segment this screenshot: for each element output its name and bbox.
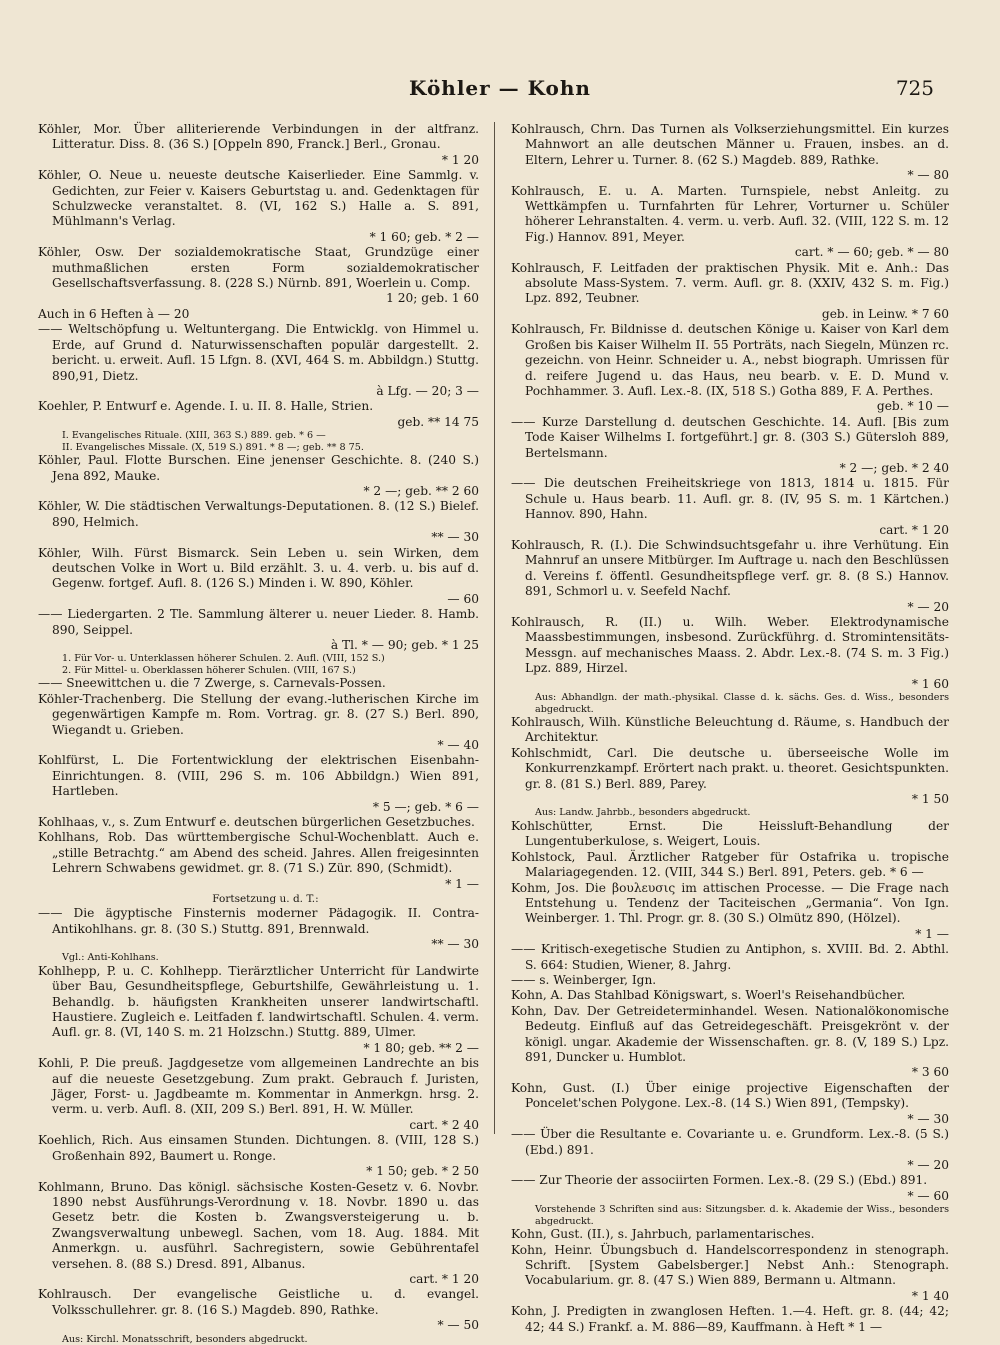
- bibliography-entry: [38, 122, 479, 168]
- entry-price: * 1 80; geb. ** 2 —: [363, 1040, 479, 1055]
- bibliography-entry: [511, 1227, 949, 1242]
- entry-price: ** — 30: [431, 936, 479, 951]
- entry-text: Kohlschütter, Ernst. Die Heissluft-Behandlung der Lungentuberkulose, s. Weigert, Louis.: [511, 818, 949, 849]
- entry-price: à Lfg. — 20; 3 —: [376, 383, 479, 398]
- bibliography-entry: [38, 753, 479, 815]
- entry-text: Köhler, Mor. Über alliterierende Verbindungen in der altfranz. Litteratur. Diss. 8. (36 S.) [Oppeln 890, Franck.] Berl., Gronau.: [38, 122, 479, 152]
- bibliography-entry: [511, 261, 949, 323]
- bibliography-entry: [511, 1004, 949, 1081]
- entry-text: Kohlhaas, v., s. Zum Entwurf e. deutschen bürgerlichen Gesetzbuches.: [38, 815, 475, 830]
- entry-price: * — 80: [907, 168, 949, 183]
- entry-text: —— Über die Resultante e. Covariante u. e. Grundform. Lex.-8. (5 S.) (Ebd.) 891.: [511, 1127, 949, 1157]
- entry-price: * 2 —; geb. * 2 40: [839, 460, 949, 475]
- bibliography-entry: [511, 715, 949, 746]
- bibliography-entry: [38, 676, 479, 691]
- bibliography-entry: [38, 546, 479, 608]
- entry-text: Köhler, Wilh. Fürst Bismarck. Sein Leben u. sein Wirken, dem deutschen Volke in Wort u. Bild erzählt. 3. u. 4. verb. u. bis auf d. Gegenw. fortgef. Aufl. 8. (126 S.) Minden i. W. 890, Köhler.: [38, 545, 479, 591]
- entry-price: * 1 20: [441, 152, 479, 167]
- bibliography-entry: [38, 322, 479, 399]
- entry-note: Aus: Abhandlgn. der math.-physikal. Classe d. k. sächs. Ges. d. Wiss., besonders abgedruckt.: [535, 692, 949, 715]
- entry-text: —— Weltschöpfung u. Weltuntergang. Die Entwicklg. von Himmel u. Erde, auf Grund d. Naturwissenschaften populär dargestellt. 2. bericht. u. erweit. Aufl. 15 Lfgn. 8. (XVI, 464 S. m. Abbildgn.) Stuttg. 890,91, Dietz.: [38, 322, 479, 383]
- entry-price: cart. * 1 20: [409, 1271, 479, 1286]
- entry-text: Kohlrausch, F. Leitfaden der praktischen Physik. Mit e. Anh.: Das absolute Mass-System. 7. verm. Aufl. gr. 8. (XXIV, 432 S. m. Fig.) Lpz. 892, Teubner.: [511, 260, 949, 306]
- page-header: [0, 76, 1000, 106]
- bibliography-entry: [38, 1287, 479, 1345]
- entry-note: I. Evangelisches Rituale. (XIII, 363 S.) 889. geb. * 6 —: [62, 430, 326, 442]
- entry-note: II. Evangelisches Missale. (X, 519 S.) 891. * 8 —; geb. ** 8 75.: [62, 441, 364, 453]
- bibliography-entry: [511, 850, 949, 881]
- entry-price: * 1 —: [915, 926, 949, 941]
- entry-text: Kohlrausch, Wilh. Künstliche Beleuchtung d. Räume, s. Handbuch der Architektur.: [511, 715, 949, 745]
- bibliography-entry: [511, 973, 949, 988]
- bibliography-entry: [38, 453, 479, 499]
- bibliography-entry: [38, 1180, 479, 1288]
- bibliography-entry: [511, 122, 949, 184]
- entry-text: Kohn, Heinr. Übungsbuch d. Handelscorrespondenz in stenograph. Schrift. [System Gabelsberger.] Nebst Anh.: Stenograph. Vocabularium. gr. 8. (47 S.) Wien 889, Bermann u. Altmann.: [511, 1242, 949, 1288]
- entry-text: —— Die ägyptische Finsternis moderner Pädagogik. II. Contra-Antikohlhans. gr. 8. (30 S.) Stuttg. 891, Brennwald.: [38, 906, 479, 936]
- bibliography-entry: [38, 245, 479, 307]
- entry-price: * 1 60; geb. * 2 —: [369, 229, 479, 244]
- entry-text: Kohlrausch. Der evangelische Geistliche u. d. evangel. Volksschullehrer. gr. 8. (16 S.) Magdeb. 890, Rathke.: [38, 1287, 479, 1317]
- entry-text: —— Die deutschen Freiheitskriege von 1813, 1814 u. 1815. Für Schule u. Haus bearb. 11. Aufl. gr. 8. (IV, 95 S. m. 1 Kärtchen.) Hannov. 890, Hahn.: [511, 476, 949, 522]
- bibliography-entry: [511, 988, 949, 1003]
- bibliography-entry: [38, 1056, 479, 1133]
- entry-text: Kohlrausch, E. u. A. Marten. Turnspiele, nebst Anleitg. zu Wettkämpfen u. Turnfahrten für Lehrer, Vorturner u. Schüler höherer Lehranstalten. 4. verm. u. verb. Aufl. 32. (VIII, 122 S. m. 12 Fig.) Hannov. 891, Meyer.: [511, 183, 949, 244]
- entry-text: Köhler, O. Neue u. neueste deutsche Kaiserlieder. Eine Sammlg. v. Gedichten, zur Feier v. Kaisers Geburtstag u. and. Gedenktagen für Schulzwecke veranstaltet. 8. (VI, 162 S.) Halle a. S. 891, Mühlmann's Verlag.: [38, 168, 479, 229]
- entry-text: —— s. Weinberger, Ign.: [511, 973, 657, 988]
- entry-price: * — 30: [907, 1111, 949, 1126]
- bibliography-entry: [511, 538, 949, 615]
- entry-text: —— Sneewittchen u. die 7 Zwerge, s. Carnevals-Possen.: [38, 676, 386, 691]
- entry-price: cart. * 2 40: [409, 1117, 479, 1132]
- entry-price: ** — 30: [431, 530, 479, 545]
- entry-note: Vorstehende 3 Schriften sind aus: Sitzungsber. d. k. Akademie der Wiss., besonders abgedruckt.: [535, 1204, 949, 1227]
- bibliography-entry: [511, 881, 949, 943]
- page-number: 725: [895, 76, 934, 100]
- entry-text: Kohlschmidt, Carl. Die deutsche u. überseeische Wolle im Konkurrenzkampf. Erörtert nach prakt. u. theoret. Gesichtspunkten. gr. 8. (81 S.) Berl. 889, Parey.: [511, 745, 949, 791]
- entry-text: Kohlrausch, R. (II.) u. Wilh. Weber. Elektrodynamische Maassbestimmungen, insbesond. Zurückführg. d. Stromintensitäts-Messgn. auf mechanisches Maass. 2. Abdr. Lex.-8. (74 S. m. 3 Fig.) Lpz. 889, Hirzel.: [511, 615, 949, 676]
- bibliography-entry: [511, 415, 949, 477]
- bibliography-entry: [511, 476, 949, 538]
- entry-price: cart. * 1 20: [879, 522, 949, 537]
- entry-price: * 1 60: [911, 676, 949, 691]
- entry-text: —— Kurze Darstellung d. deutschen Geschichte. 14. Aufl. [Bis zum Tode Kaiser Wilhelms I. fortgeführt.] gr. 8. (303 S.) Gütersloh 889, Bertelsmann.: [511, 414, 949, 460]
- entry-text: Kohlhepp, P. u. C. Kohlhepp. Tierärztlicher Unterricht für Landwirte über Bau, Gesundheitspflege, Geburtshilfe, Gewährleistung u. 1. Behandlg. b. häufigsten Krankheiten unserer landwirtschaftl. Haustiere. Zugleich e. Leitfaden f. landwirtschaftl. Schulen. 4. verm. Aufl. gr. 8. (VI, 140 S. m. 21 Holzschn.) Stuttg. 889, Ulmer.: [38, 963, 479, 1040]
- entry-text: Kohn, A. Das Stahlbad Königswart, s. Woerl's Reisehandbücher.: [511, 988, 906, 1003]
- entry-note: 2. Für Mittel- u. Oberklassen höherer Schulen. (VIII, 167 S.): [62, 664, 356, 676]
- bibliography-entry: [511, 1304, 949, 1335]
- entry-text: Kohli, P. Die preuß. Jagdgesetze vom allgemeinen Landrechte an bis auf die neueste Gesetzgebung. Zum prakt. Gebrauch f. Juristen, Jäger, Forst- u. Jagdbeamte m. Kommentar in Anmerkgn. hrsg. 2. verm. u. verb. Aufl. 8. (XII, 209 S.) Berl. 891, H. W. Müller.: [38, 1056, 479, 1117]
- entry-text: Kohlrausch, Chrn. Das Turnen als Volkserziehungsmittel. Ein kurzes Mahnwort an alle deutschen Männer u. Frauen, insbes. an d. Eltern, Lehrer u. Turner. 8. (62 S.) Magdeb. 889, Rathke.: [511, 122, 949, 167]
- bibliography-entry: [511, 819, 949, 850]
- bibliography-entry: [38, 906, 479, 964]
- entry-text: Kohlstock, Paul. Ärztlicher Ratgeber für Ostafrika u. tropische Malariagegenden. 12. (VIII, 344 S.) Berl. 891, Peters. geb. * 6 —: [511, 849, 949, 880]
- bibliography-entry: [38, 692, 479, 754]
- entry-text: Kohlrausch, Fr. Bildnisse d. deutschen Könige u. Kaiser von Karl dem Großen bis Kaiser Wilhelm II. 55 Porträts, nach Siegeln, Münzen rc. gezeichn. von Heinr. Schneider u. A., nebst biograph. Umrissen für d. reifere Jugend u. das Haus, neu bearb. v. E. D. Mund v. Pochhammer. 3. Aufl. Lex.-8. (IX, 518 S.) Gotha 889, F. A. Perthes.: [511, 322, 949, 398]
- entry-price: * — 40: [437, 738, 479, 753]
- entry-price: * 1 50; geb. * 2 50: [366, 1164, 479, 1179]
- entry-text: Köhler, W. Die städtischen Verwaltungs-Deputationen. 8. (12 S.) Bielef. 890, Helmich.: [38, 499, 479, 529]
- bibliography-entry: [38, 168, 479, 245]
- bibliography-entry: [38, 830, 479, 892]
- entry-text: Koehler, P. Entwurf e. Agende. I. u. II. 8. Halle, Strien.: [38, 399, 374, 414]
- bibliography-entry: [38, 815, 479, 830]
- running-title: Köhler — Kohn: [409, 76, 591, 100]
- bibliography-entry: [511, 746, 949, 819]
- bibliography-entry: [511, 1081, 949, 1127]
- entry-text: Kohn, J. Predigten in zwanglosen Heften. 1.—4. Heft. gr. 8. (44; 42; 42; 44 S.) Frankf. a. M. 886—89, Kauffmann. à Heft * 1 —: [511, 1304, 949, 1334]
- entry-price: * 5 —; geb. * 6 —: [372, 799, 479, 814]
- bibliography-entry: [511, 1173, 949, 1227]
- bibliography-entry: [511, 322, 949, 414]
- entry-price: à Tl. * — 90; geb. * 1 25: [330, 638, 479, 652]
- entry-note: 1. Für Vor- u. Unterklassen höherer Schulen. 2. Aufl. (VIII, 152 S.): [62, 653, 385, 665]
- entry-text: —— Liedergarten. 2 Tle. Sammlung älterer u. neuer Lieder. 8. Hamb. 890, Seippel.: [38, 607, 479, 637]
- right-column: [511, 122, 949, 1335]
- entry-text: Koehlich, Rich. Aus einsamen Stunden. Dichtungen. 8. (VIII, 128 S.) Großenhain 892, Baumert u. Ronge.: [38, 1133, 479, 1163]
- entry-text: Kohm, Jos. Die βουλευσις im attischen Processe. — Die Frage nach Entstehung u. Tendenz der Taciteischen „Germania“. Von Ign. Weinberger. 1. Thl. Progr. gr. 8. (30 S.) Olmütz 890, (Hölzel).: [511, 880, 949, 926]
- bibliography-entry: [511, 615, 949, 715]
- entry-text: Köhler-Trachenberg. Die Stellung der evang.-lutherischen Kirche im gegenwärtigen Kampfe m. Rom. Vortrag. gr. 8. (27 S.) Berl. 890, Wiegandt u. Grieben.: [38, 691, 479, 737]
- entry-text: Kohlrausch, R. (I.). Die Schwindsuchtsgefahr u. ihre Verhütung. Ein Mahnruf an unsere Mitbürger. Im Auftrage u. nach den Beschlüssen d. Vereins f. öffentl. Gesundheitspflege verf. gr. 8. (8 S.) Hannov. 891, Schmorl u. v. Seefeld Nachf.: [511, 537, 949, 599]
- entry-text: Kohlmann, Bruno. Das königl. sächsische Kosten-Gesetz v. 6. Novbr. 1890 nebst Ausführungs-Verordnung v. 18. Novbr. 1890 u. das Gesetz betr. die Kosten b. Zwangsversteigerung u. b. Zwangsverwaltung unbewegl. Sachen, vom 18. Aug. 1884. Mit Anmerkgn. u. ausführl. Sachregistern, sowie Gebührentafel versehen. 8. (88 S.) Dresd. 891, Albanus.: [38, 1179, 479, 1271]
- entry-price: * — 20: [907, 599, 949, 614]
- entry-price: * — 50: [437, 1318, 479, 1333]
- bibliography-entry: [511, 1243, 949, 1305]
- entry-text: —— Kritisch-exegetische Studien zu Antiphon, s. XVIII. Bd. 2. Abthl. S. 664: Studien, Wiener, 8. Jahrg.: [511, 942, 949, 972]
- bibliography-entry: [38, 892, 479, 906]
- entry-price: geb. ** 14 75: [397, 414, 479, 429]
- entry-price: * — 60: [907, 1188, 949, 1203]
- entry-text: Kohlfürst, L. Die Fortentwicklung der elektrischen Eisenbahn-Einrichtungen. 8. (VIII, 296 S. m. 106 Abbildgn.) Wien 891, Hartleben.: [38, 753, 479, 799]
- entry-text: Kohlhans, Rob. Das württembergische Schul-Wochenblatt. Auch e. „stille Betrachtg.“ am Abend des scheid. Jahres. Allen freigesinnten Lehrern Schwabens gewidmet. gr. 8. (71 S.) Zür. 890, (Schmidt).: [38, 830, 479, 876]
- entry-text: Köhler, Osw. Der sozialdemokratische Staat, Grundzüge einer muthmaßlichen ersten Form sozialdemokratischer Gesellschaftsverfassung. 8. (228 S.) Nürnb. 891, Woerlein u. Comp.: [38, 245, 479, 291]
- entry-price: cart. * — 60; geb. * — 80: [794, 245, 949, 260]
- bibliography-entry: [38, 307, 479, 322]
- bibliography-entry: [38, 1133, 479, 1179]
- entry-price: * 1 50: [911, 792, 949, 807]
- entry-text: Köhler, Paul. Flotte Burschen. Eine jenenser Geschichte. 8. (240 S.) Jena 892, Mauke.: [38, 453, 479, 483]
- entry-price: * — 20: [907, 1157, 949, 1172]
- bibliography-entry: [511, 942, 949, 973]
- entry-text: Kohn, Dav. Der Getreideterminhandel. Wesen. Nationalökonomische Bedeutg. Einfluß auf das Getreidegeschäft. Preisgekrönt v. der königl. ungar. Akademie der Wissenschaften. gr. 8. (V, 189 S.) Lpz. 891, Duncker u. Humblot.: [511, 1003, 949, 1065]
- entry-price: * 2 —; geb. ** 2 60: [363, 483, 479, 498]
- column-divider: [494, 122, 495, 1134]
- entry-note: Aus: Landw. Jahrbb., besonders abgedruckt.: [535, 807, 751, 819]
- entry-price: * 1 40: [911, 1288, 949, 1303]
- bibliography-entry: [38, 607, 479, 676]
- bibliography-entry: [511, 1127, 949, 1173]
- entry-text: Auch in 6 Heften à — 20: [38, 306, 190, 321]
- entry-price: geb. in Leinw. * 7 60: [821, 306, 949, 321]
- entry-note: Vgl.: Anti-Kohlhans.: [62, 952, 159, 964]
- bibliography-entry: [38, 964, 479, 1056]
- entry-price: * 3 60: [911, 1065, 949, 1080]
- entry-text: —— Zur Theorie der associirten Formen. Lex.-8. (29 S.) (Ebd.) 891.: [511, 1173, 928, 1188]
- entry-price: — 60: [447, 591, 479, 606]
- entry-price: geb. * 10 —: [876, 399, 949, 414]
- entry-note: Aus: Kirchl. Monatsschrift, besonders abgedruckt.: [62, 1333, 308, 1345]
- bibliography-entry: [38, 499, 479, 545]
- continuation-note: Fortsetzung u. d. T.:: [212, 893, 319, 906]
- entry-text: Kohn, Gust. (I.) Über einige projective Eigenschaften der Poncelet'schen Polygone. Lex.-8. (14 S.) Wien 891, (Tempsky).: [511, 1080, 949, 1111]
- left-column: [38, 122, 479, 1345]
- entry-price: * 1 —: [445, 876, 479, 891]
- entry-text: Kohn, Gust. (II.), s. Jahrbuch, parlamentarisches.: [511, 1227, 815, 1242]
- entry-price: 1 20; geb. 1 60: [386, 291, 479, 306]
- bibliography-entry: [38, 399, 479, 453]
- bibliography-entry: [511, 184, 949, 261]
